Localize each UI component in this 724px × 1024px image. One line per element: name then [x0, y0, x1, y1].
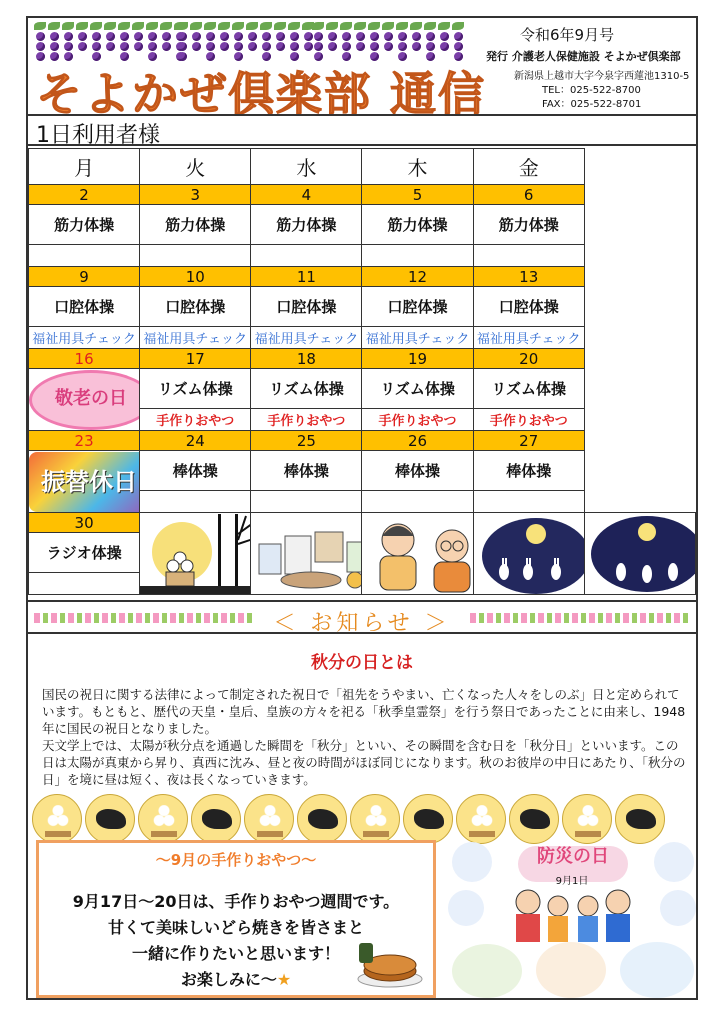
note-cell: 福祉用具チェック — [362, 327, 473, 349]
activity-cell: 口腔体操 — [251, 287, 362, 327]
note-cell: 福祉用具チェック — [140, 327, 251, 349]
sweets-line: 一緒に作りたいと思います！ — [131, 944, 340, 963]
star-icon: ★ — [276, 970, 292, 989]
publisher-label: 発行 介護老人保健施設 そよかぜ倶楽部 — [486, 50, 681, 63]
date-cell-holiday: 16 — [29, 349, 140, 369]
route-scene-icon — [620, 942, 694, 998]
day-header: 木 — [362, 149, 473, 185]
tsukimi-dango-icon — [140, 514, 251, 594]
date-cell: 20 — [473, 349, 584, 369]
grape-decoration-icon — [312, 22, 464, 62]
activity-cell: 口腔体操 — [140, 287, 251, 327]
issue-label: 令和6年9月号 — [520, 26, 615, 44]
activity-cell: 筋力体操 — [473, 205, 584, 245]
date-cell: 10 — [140, 267, 251, 287]
note-cell — [140, 491, 251, 513]
dango-moon-icon — [456, 794, 506, 844]
day-header: 水 — [251, 149, 362, 185]
keiro-no-hi-label: 敬老の日 — [29, 370, 140, 430]
article-paragraph: 国民の祝日に関する法律によって制定された祝日で「祖先をうやまい、亡くなった人々をしのぶ」日と定められています。もともと、歴代の天皇・皇后、皇族の方々を祀る「秋季皇霊祭」を行う祭日であったことに由来し、1948年に国民の祝日となりました。 — [42, 687, 686, 736]
notice-title: ＜ お知らせ ＞ — [273, 611, 451, 636]
dango-moon-icon — [350, 794, 400, 844]
sweets-line: 甘くて美味しいどら焼きを皆さまと — [107, 918, 364, 937]
tel-text: TEL：025-522-8700 — [542, 85, 641, 96]
family-icon — [508, 884, 638, 944]
supplies-scene-icon — [536, 942, 606, 998]
note-cell: 手作りおやつ — [140, 409, 251, 431]
date-cell: 27 — [473, 431, 584, 451]
supply-circle-icon — [660, 890, 696, 926]
day-header: 金 — [473, 149, 584, 185]
note-cell: 福祉用具チェック — [29, 327, 140, 349]
activity-cell: リズム体操 — [140, 369, 251, 409]
elderly-couple-icon — [362, 514, 473, 594]
notice-bar — [28, 600, 696, 634]
rabbit-moon-icon — [85, 794, 135, 844]
moon-rabbits-illustration — [473, 513, 584, 595]
sweets-line: 9月17日～20日は、手作りおやつ週間です。 — [72, 892, 400, 911]
date-cell: 6 — [473, 185, 584, 205]
bousai-date: 9月1日 — [555, 876, 589, 887]
article-title: 秋分の日とは — [311, 653, 413, 673]
activity-cell: 口腔体操 — [473, 287, 584, 327]
last-cell-illustration — [584, 513, 695, 595]
rabbit-moon-icon — [615, 794, 665, 844]
note-cell — [362, 245, 473, 267]
note-cell: 福祉用具チェック — [473, 327, 584, 349]
date-cell: 25 — [251, 431, 362, 451]
date-cell: 5 — [362, 185, 473, 205]
dango-moon-icon — [244, 794, 294, 844]
date-cell: 17 — [140, 349, 251, 369]
dango-moon-icon — [138, 794, 188, 844]
newsletter-title: そよかぜ倶楽部 通信 — [36, 67, 487, 121]
handmade-sweets-box — [36, 840, 436, 998]
date-cell: 26 — [362, 431, 473, 451]
activity-cell: 口腔体操 — [362, 287, 473, 327]
rabbit-moon-icon — [403, 794, 453, 844]
activity-cell: 口腔体操 — [29, 287, 140, 327]
activity-cell: 棒体操 — [251, 451, 362, 491]
grape-decoration-icon — [34, 22, 186, 62]
note-cell: 福祉用具チェック — [251, 327, 362, 349]
dorayaki-icon — [355, 939, 425, 989]
activity-cell: 棒体操 — [362, 451, 473, 491]
activity-cell: リズム体操 — [473, 369, 584, 409]
note-cell: 手作りおやつ — [362, 409, 473, 431]
furikae-kyujitsu-badge — [29, 451, 140, 513]
note-cell — [29, 245, 140, 267]
date-cell: 13 — [473, 267, 584, 287]
note-cell — [251, 245, 362, 267]
day-header: 火 — [140, 149, 251, 185]
activity-cell: ラジオ体操 — [29, 533, 140, 573]
date-cell: 30 — [29, 513, 140, 533]
emergency-supplies-icon — [251, 514, 362, 594]
note-cell: 手作りおやつ — [473, 409, 584, 431]
activity-cell: 筋力体操 — [29, 205, 140, 245]
evacuation-scene-icon — [452, 944, 522, 998]
elderly-couple-illustration — [362, 513, 473, 595]
article-paragraph: 天文学上では、太陽が秋分点を通過した瞬間を「秋分」といい、その瞬間を含む日を「秋分日」といいます。この日は太陽が真東から昇り、真西に沈み、昼と夜の時間がほぼ同じになります。秋のお彼岸の中日にあたり、「秋分の日」を境に昼は短く、夜は長くなっていきます。 — [42, 738, 686, 787]
subtitle-text: 1日利用者様 — [36, 123, 160, 148]
activity-calendar — [28, 148, 696, 595]
date-cell-holiday: 23 — [29, 431, 140, 451]
moon-rabbit-icon — [474, 514, 585, 594]
rabbit-moon-icon — [297, 794, 347, 844]
furikae-kyujitsu-label: 振替休日 — [29, 452, 140, 512]
grape-decoration-icon — [176, 22, 314, 62]
date-cell: 24 — [140, 431, 251, 451]
date-cell: 12 — [362, 267, 473, 287]
day-header: 月 — [29, 149, 140, 185]
subtitle-bar — [28, 114, 696, 146]
date-cell: 2 — [29, 185, 140, 205]
sweets-line: お楽しみに～ — [180, 970, 277, 989]
date-cell: 4 — [251, 185, 362, 205]
activity-cell: 棒体操 — [140, 451, 251, 491]
note-cell — [251, 491, 362, 513]
note-cell — [29, 573, 140, 595]
note-cell: 手作りおやつ — [251, 409, 362, 431]
rabbit-moon-icon — [191, 794, 241, 844]
activity-cell: 筋力体操 — [362, 205, 473, 245]
date-cell: 3 — [140, 185, 251, 205]
rabbit-moon-icon — [509, 794, 559, 844]
date-cell: 11 — [251, 267, 362, 287]
keiro-no-hi-badge — [29, 369, 140, 431]
newsletter-page — [26, 16, 698, 1000]
activity-cell: 筋力体操 — [140, 205, 251, 245]
activity-cell: 筋力体操 — [251, 205, 362, 245]
disaster-prevention-illustration — [448, 838, 696, 1000]
article-body — [42, 686, 688, 788]
dango-moon-icon — [32, 794, 82, 844]
date-cell: 19 — [362, 349, 473, 369]
supply-circle-icon — [448, 890, 484, 926]
night-moon-icon — [585, 514, 696, 594]
address-text: 新潟県上越市大字今泉字西蓮池1310-5 — [514, 71, 690, 82]
bousai-title: 防災の日 — [518, 846, 628, 882]
note-cell — [140, 245, 251, 267]
fax-text: FAX：025-522-8701 — [542, 99, 642, 110]
sweets-heading: ～9月の手作りおやつ～ — [155, 851, 317, 869]
activity-cell: 棒体操 — [473, 451, 584, 491]
supplies-illustration — [251, 513, 362, 595]
header — [28, 18, 696, 121]
date-cell: 9 — [29, 267, 140, 287]
contact-block — [514, 70, 689, 112]
dango-moon-icon — [562, 794, 612, 844]
note-cell — [473, 245, 584, 267]
moon-viewing-illustration — [140, 513, 251, 595]
note-cell — [473, 491, 584, 513]
note-cell — [362, 491, 473, 513]
activity-cell: リズム体操 — [362, 369, 473, 409]
date-cell: 18 — [251, 349, 362, 369]
activity-cell: リズム体操 — [251, 369, 362, 409]
